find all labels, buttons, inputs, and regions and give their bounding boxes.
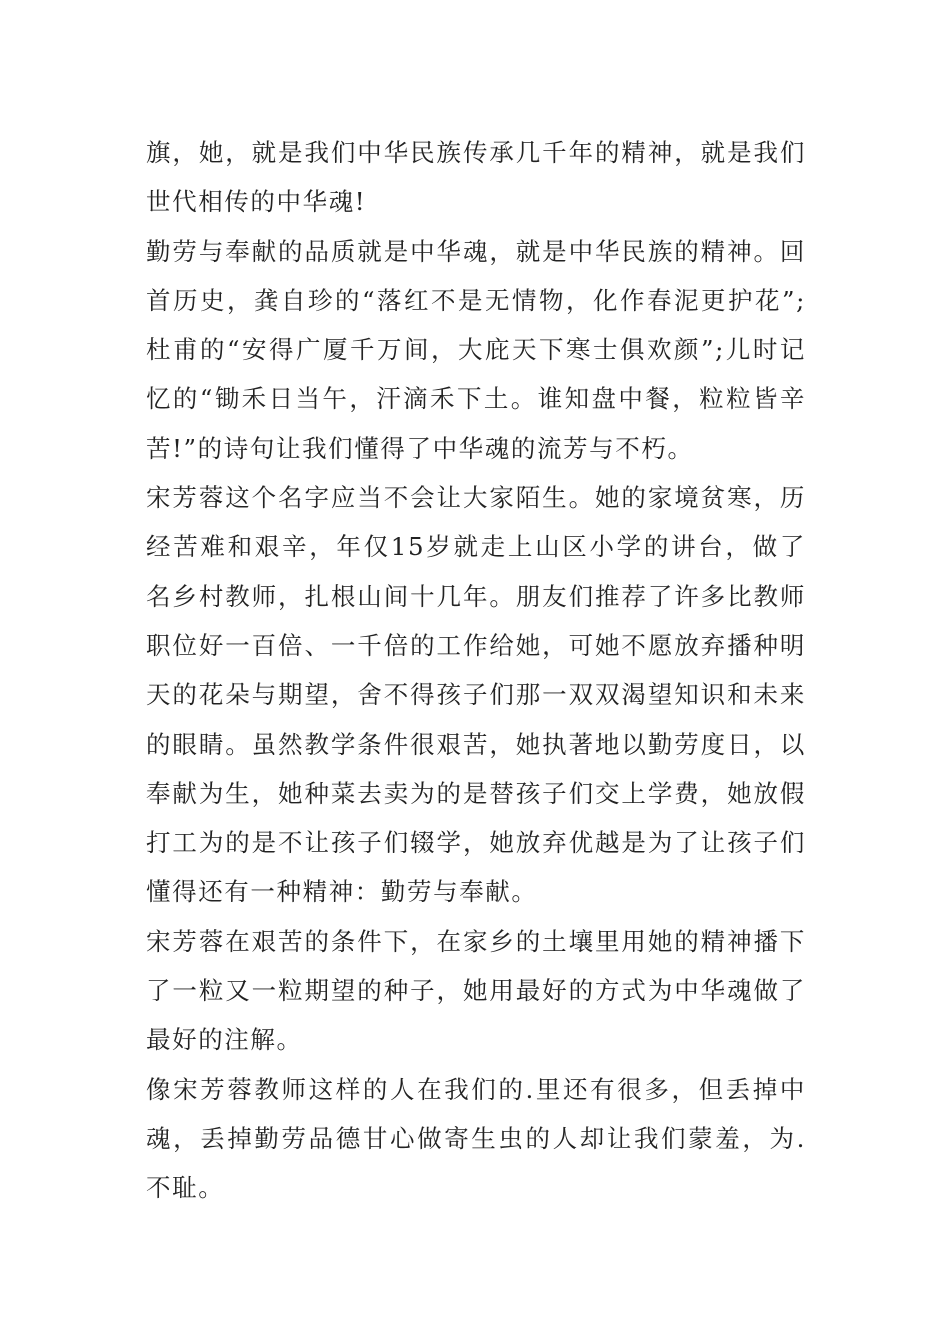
text-line: 首历史，龚自珍的“落红不是无情物，化作春泥更护花”; bbox=[146, 285, 806, 315]
text-line: 像宋芳蓉教师这样的人在我们的.里还有很多，但丢掉中 bbox=[146, 1074, 806, 1104]
text-line: 打工为的是不让孩子们辍学，她放弃优越是为了让孩子们 bbox=[146, 828, 806, 858]
text-line: 魂，丢掉勤劳品德甘心做寄生虫的人却让我们蒙羞，为. bbox=[146, 1123, 806, 1153]
text-line: 最好的注解。 bbox=[146, 1025, 303, 1055]
text-line: 职位好一百倍、一千倍的工作给她，可她不愿放弃播种明 bbox=[146, 630, 806, 660]
text-line: 经苦难和艰辛，年仅15岁就走上山区小学的讲台，做了 bbox=[146, 532, 806, 562]
text-line: 名乡村教师，扎根山间十几年。朋友们推荐了许多比教师 bbox=[146, 581, 806, 611]
text-line: 了一粒又一粒期望的种子，她用最好的方式为中华魂做了 bbox=[146, 976, 806, 1006]
text-line: 的眼睛。虽然教学条件很艰苦，她执著地以勤劳度日，以 bbox=[146, 729, 806, 759]
text-line: 奉献为生，她种菜去卖为的是替孩子们交上学费，她放假 bbox=[146, 778, 806, 808]
text-line: 不耻。 bbox=[146, 1173, 225, 1203]
text-line: 天的花朵与期望，舍不得孩子们那一双双渴望知识和未来 bbox=[146, 680, 806, 710]
text-line: 宋芳蓉在艰苦的条件下，在家乡的土壤里用她的精神播下 bbox=[146, 926, 806, 956]
text-line: 宋芳蓉这个名字应当不会让大家陌生。她的家境贫寒，历 bbox=[146, 483, 806, 513]
text-line: 懂得还有一种精神：勤劳与奉献。 bbox=[146, 877, 538, 907]
text-line: 勤劳与奉献的品质就是中华魂，就是中华民族的精神。回 bbox=[146, 236, 806, 266]
text-line: 苦!”的诗句让我们懂得了中华魂的流芳与不朽。 bbox=[146, 433, 694, 463]
text-line: 旗，她，就是我们中华民族传承几千年的精神，就是我们 bbox=[146, 138, 806, 167]
document-body bbox=[146, 128, 806, 1213]
text-line: 杜甫的“安得广厦千万间，大庇天下寒士俱欢颜”;儿时记 bbox=[146, 335, 806, 365]
text-line: 忆的“锄禾日当午，汗滴禾下土。谁知盘中餐，粒粒皆辛 bbox=[146, 384, 806, 414]
text-line: 世代相传的中华魂! bbox=[146, 187, 367, 217]
